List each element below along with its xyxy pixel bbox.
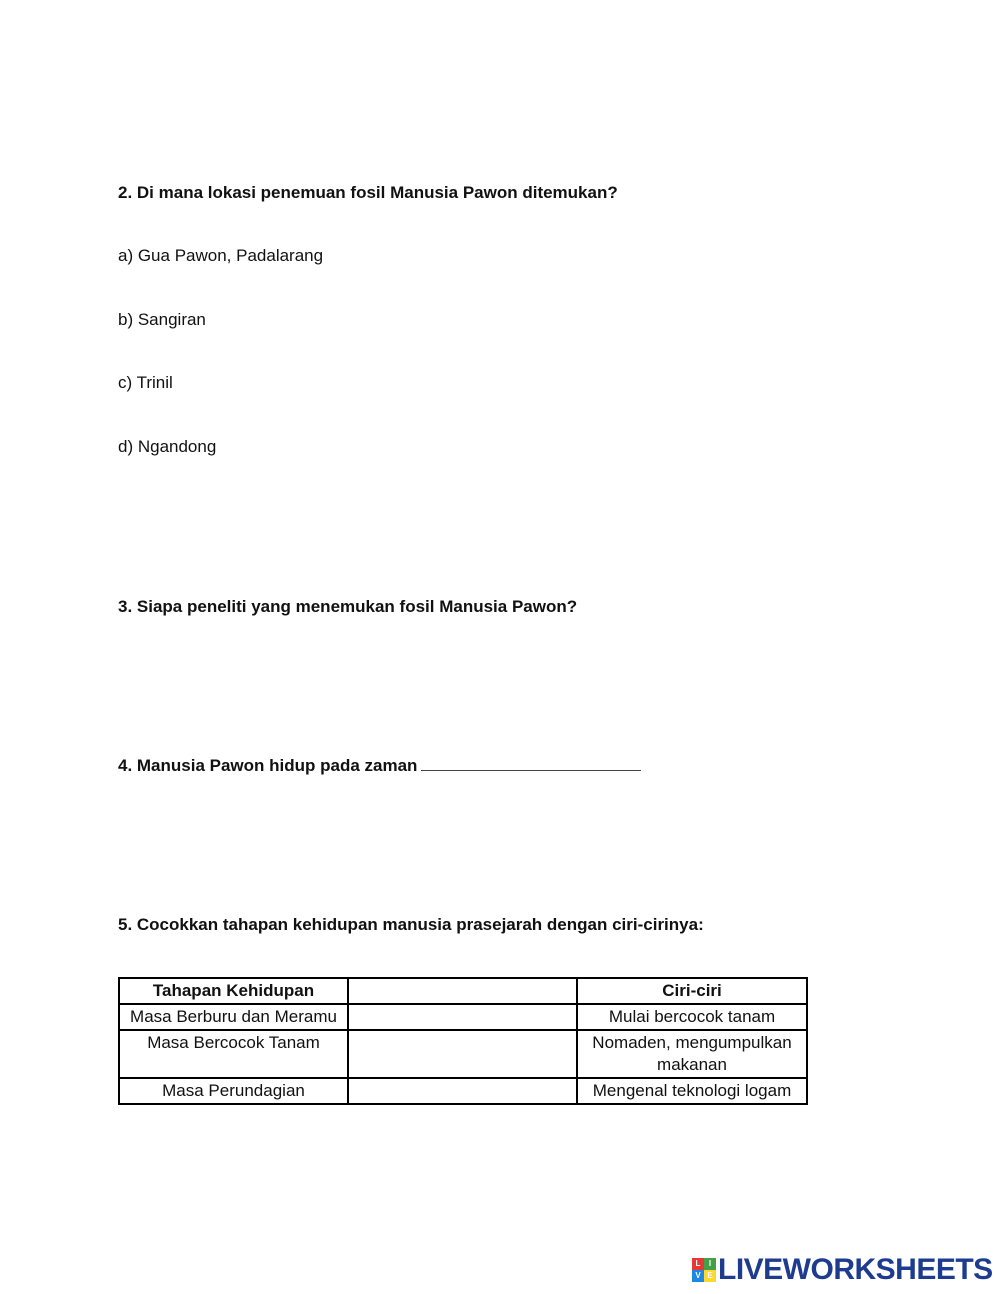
question-2-option-a[interactable]: a) Gua Pawon, Padalarang: [118, 246, 324, 265]
question-3-title: 3. Siapa peneliti yang menemukan fosil Manusia Pawon?: [118, 597, 578, 616]
matching-table: [118, 977, 808, 1105]
logo-letter: V: [692, 1270, 704, 1282]
question-4-title: 4. Manusia Pawon hidup pada zaman: [118, 756, 418, 775]
answer-blank[interactable]: [421, 756, 641, 771]
match-cell[interactable]: [348, 1004, 577, 1030]
characteristic-cell[interactable]: Nomaden, mengumpulkan makanan: [577, 1030, 807, 1078]
question-2-title: 2. Di mana lokasi penemuan fosil Manusia Pawon ditemukan?: [118, 183, 618, 202]
match-cell[interactable]: [348, 1030, 577, 1078]
characteristic-cell[interactable]: Mengenal teknologi logam: [577, 1078, 807, 1104]
header-characteristics: Ciri-ciri: [577, 978, 807, 1004]
question-4: [118, 755, 641, 777]
liveworksheets-logo: [692, 1253, 993, 1287]
match-cell[interactable]: [348, 1078, 577, 1104]
stage-cell[interactable]: Masa Berburu dan Meramu: [119, 1004, 348, 1030]
stage-cell[interactable]: Masa Perundagian: [119, 1078, 348, 1104]
table-row: [119, 1078, 807, 1104]
logo-letter: L: [692, 1258, 704, 1270]
table-header-row: [119, 978, 807, 1004]
logo-letter: I: [704, 1258, 716, 1270]
logo-text: LIVEWORKSHEETS: [718, 1253, 993, 1286]
stage-cell[interactable]: Masa Bercocok Tanam: [119, 1030, 348, 1078]
logo-icon: [692, 1258, 716, 1282]
characteristic-cell[interactable]: Mulai bercocok tanam: [577, 1004, 807, 1030]
table-row: [119, 1030, 807, 1078]
question-5-title: 5. Cocokkan tahapan kehidupan manusia prasejarah dengan ciri-cirinya:: [118, 915, 704, 934]
logo-letter: E: [704, 1270, 716, 1282]
table-row: [119, 1004, 807, 1030]
question-2-option-c[interactable]: c) Trinil: [118, 373, 173, 392]
question-2-option-b[interactable]: b) Sangiran: [118, 310, 206, 329]
header-stage: Tahapan Kehidupan: [119, 978, 348, 1004]
question-2-option-d[interactable]: d) Ngandong: [118, 437, 217, 456]
header-match: [348, 978, 577, 1004]
